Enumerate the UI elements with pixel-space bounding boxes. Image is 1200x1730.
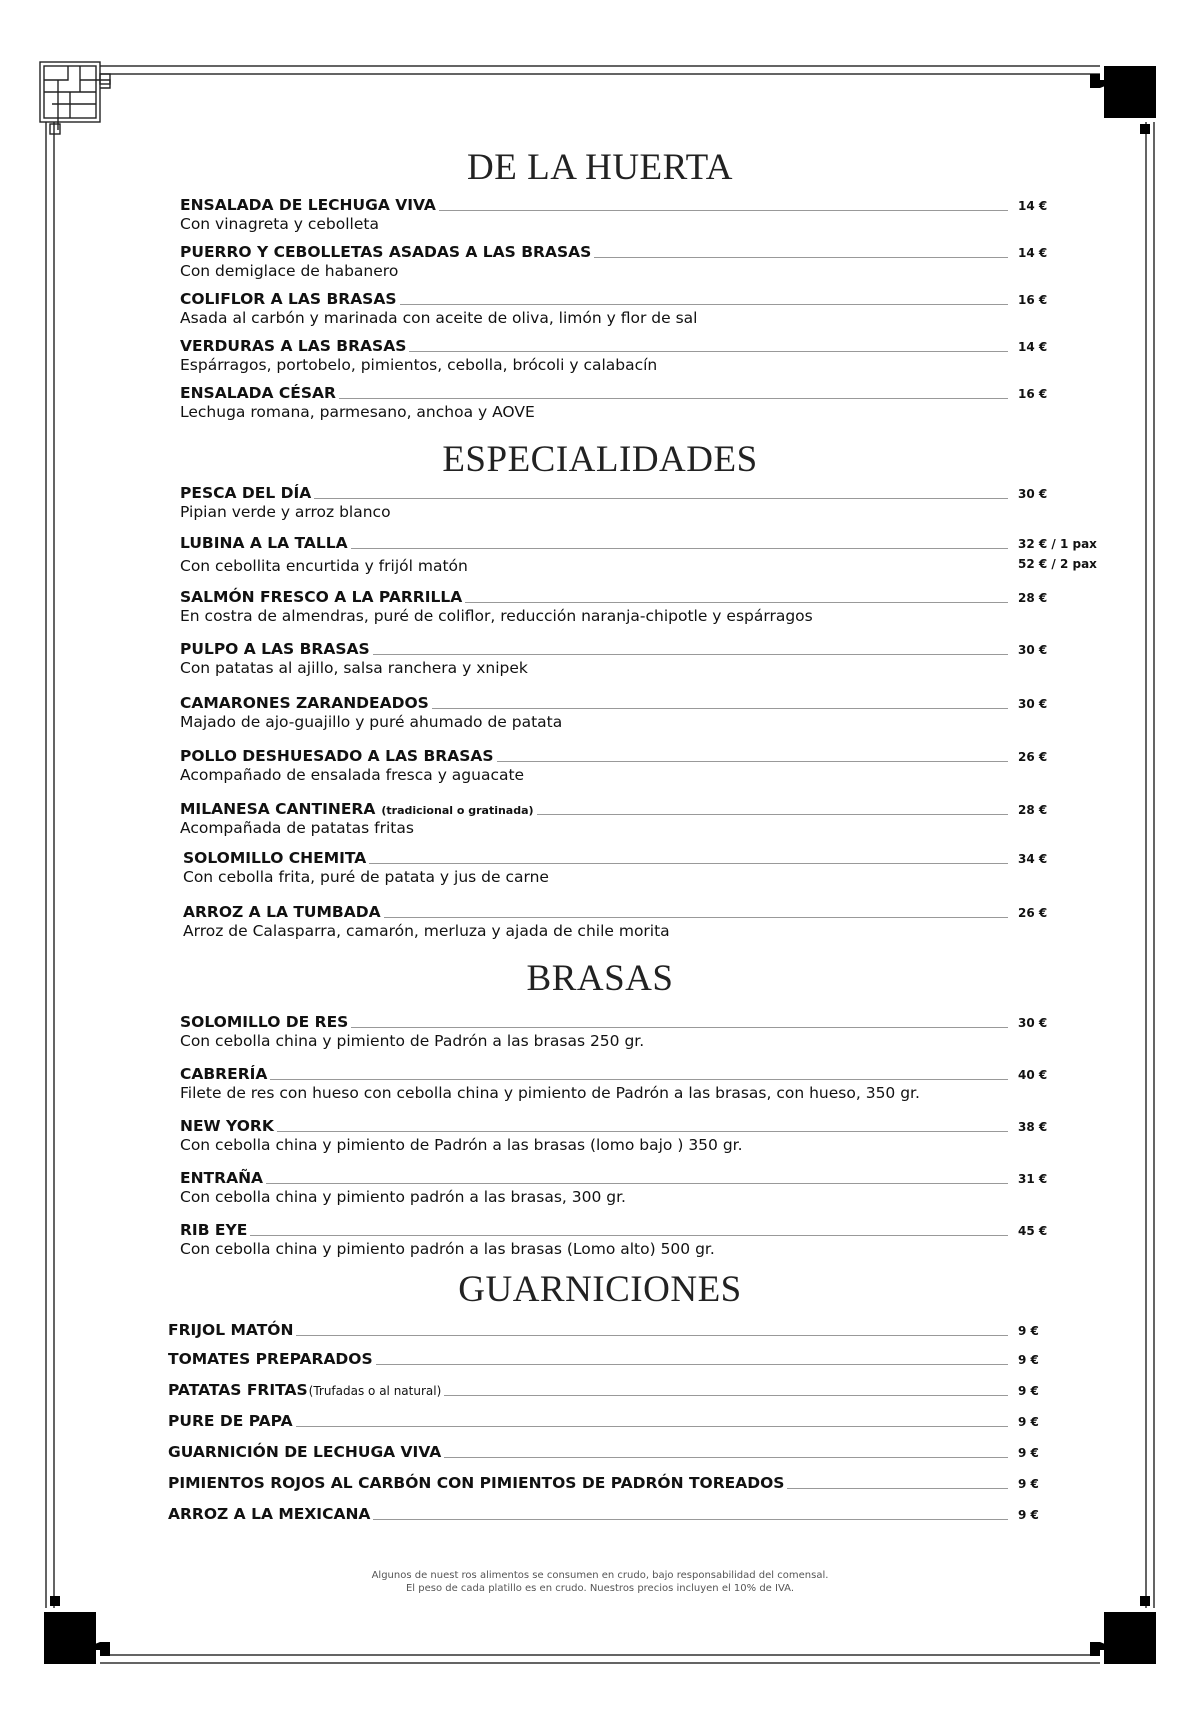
- item-name-text: CABRERÍA: [180, 1065, 268, 1083]
- dotted-leader: [180, 1235, 1008, 1236]
- item-name: [180, 384, 339, 403]
- item-name-text: PULPO A LAS BRASAS: [180, 640, 370, 658]
- item-name-text: ENTRAÑA: [180, 1169, 264, 1187]
- item-price: 26 €: [1018, 906, 1048, 920]
- item-name: [180, 640, 373, 659]
- item-description: Con patatas al ajillo, salsa ranchera y xnipek: [180, 659, 528, 677]
- footer-note-1: Algunos de nuest ros alimentos se consumen en crudo, bajo responsabilidad del comensal.: [371, 1570, 829, 1581]
- item-name: [168, 1321, 296, 1340]
- item-price: 45 €: [1018, 1224, 1048, 1238]
- item-name: [180, 243, 594, 262]
- item-name: [180, 588, 465, 607]
- item-price-secondary: 52 € / 2 pax: [1018, 557, 1097, 571]
- item-name: [180, 1065, 270, 1084]
- dotted-leader: [180, 1183, 1008, 1184]
- item-price: 9 €: [1018, 1324, 1039, 1338]
- item-price: 14 €: [1018, 246, 1048, 260]
- item-name-text: COLIFLOR A LAS BRASAS: [180, 290, 397, 308]
- item-description: Con cebolla china y pimiento de Padrón a las brasas (lomo bajo ) 350 gr.: [180, 1136, 743, 1154]
- item-name: [183, 849, 369, 868]
- item-name-text: LUBINA A LA TALLA: [180, 534, 348, 552]
- item-description: Asada al carbón y marinada con aceite de oliva, limón y flor de sal: [180, 309, 698, 327]
- item-description: Majado de ajo-guajillo y puré ahumado de patata: [180, 713, 563, 731]
- item-price: 16 €: [1018, 387, 1048, 401]
- item-name: [180, 1117, 277, 1136]
- item-note: (Trufadas o al natural): [308, 1384, 442, 1398]
- item-name: [180, 694, 432, 713]
- item-description: Pipian verde y arroz blanco: [180, 503, 391, 521]
- item-description: Con cebolla frita, puré de patata y jus de carne: [183, 868, 549, 886]
- item-name: [168, 1443, 444, 1462]
- item-note: (tradicional o gratinada): [381, 804, 534, 817]
- item-name-text: PIMIENTOS ROJOS AL CARBÓN CON PIMIENTOS DE PADRÓN TOREADOS: [168, 1474, 785, 1492]
- item-description: Acompañado de ensalada fresca y aguacate: [180, 766, 525, 784]
- item-name-text: SOLOMILLO DE RES: [180, 1013, 349, 1031]
- item-name-text: PESCA DEL DÍA: [180, 484, 312, 502]
- item-name-text: POLLO DESHUESADO A LAS BRASAS: [180, 747, 494, 765]
- item-price: 30 €: [1018, 643, 1048, 657]
- item-name: [180, 196, 439, 215]
- section-title-de-la-huerta: DE LA HUERTA: [467, 147, 733, 188]
- item-description: Lechuga romana, parmesano, anchoa y AOVE: [180, 403, 535, 421]
- dotted-leader: [180, 1079, 1008, 1080]
- item-name-text: FRIJOL MATÓN: [168, 1321, 294, 1339]
- item-name-text: TOMATES PREPARADOS: [168, 1350, 373, 1368]
- item-name-text: RIB EYE: [180, 1221, 248, 1239]
- item-name-text: PATATAS FRITAS: [168, 1381, 308, 1399]
- item-description: Espárragos, portobelo, pimientos, cebolla, brócoli y calabacín: [180, 356, 658, 374]
- item-price: 14 €: [1018, 199, 1048, 213]
- item-price: 9 €: [1018, 1508, 1039, 1522]
- item-name-text: PURE DE PAPA: [168, 1412, 293, 1430]
- item-name: [180, 484, 314, 503]
- item-price: 31 €: [1018, 1172, 1048, 1186]
- item-name-text: VERDURAS A LAS BRASAS: [180, 337, 407, 355]
- item-price: 32 € / 1 pax: [1018, 537, 1097, 551]
- item-price: 28 €: [1018, 803, 1048, 817]
- item-price: 9 €: [1018, 1415, 1039, 1429]
- item-description: Con cebolla china y pimiento padrón a las brasas (Lomo alto) 500 gr.: [180, 1240, 715, 1258]
- item-price: 9 €: [1018, 1353, 1039, 1367]
- item-price: 38 €: [1018, 1120, 1048, 1134]
- item-price: 26 €: [1018, 750, 1048, 764]
- item-name: [180, 290, 400, 309]
- item-description: Acompañada de patatas fritas: [180, 819, 414, 837]
- item-name-text: ENSALADA DE LECHUGA VIVA: [180, 196, 436, 214]
- item-name: [183, 903, 384, 922]
- item-name: [168, 1474, 787, 1493]
- item-description: Con demiglace de habanero: [180, 262, 399, 280]
- item-name-text: GUARNICIÓN DE LECHUGA VIVA: [168, 1443, 442, 1461]
- section-title-brasas: BRASAS: [526, 958, 674, 999]
- item-name-text: CAMARONES ZARANDEADOS: [180, 694, 429, 712]
- item-name: [180, 800, 537, 820]
- item-name-text: NEW YORK: [180, 1117, 274, 1135]
- item-name: [180, 747, 497, 766]
- item-price: 9 €: [1018, 1384, 1039, 1398]
- item-description: Filete de res con hueso con cebolla china y pimiento de Padrón a las brasas, con hueso, 350 gr.: [180, 1084, 920, 1102]
- item-price: 40 €: [1018, 1068, 1048, 1082]
- item-description: Arroz de Calasparra, camarón, merluza y ajada de chile morita: [183, 922, 670, 940]
- item-name-text: SALMÓN FRESCO A LA PARRILLA: [180, 588, 463, 606]
- item-name-text: ARROZ A LA MEXICANA: [168, 1505, 371, 1523]
- item-name: [168, 1412, 296, 1431]
- item-name-text: PUERRO Y CEBOLLETAS ASADAS A LAS BRASAS: [180, 243, 592, 261]
- item-price: 16 €: [1018, 293, 1048, 307]
- item-name: [180, 337, 409, 356]
- item-price: 30 €: [1018, 1016, 1048, 1030]
- item-description: Con cebolla china y pimiento de Padrón a las brasas 250 gr.: [180, 1032, 645, 1050]
- item-description: Con cebollita encurtida y frijól matón: [180, 557, 468, 575]
- section-title-especialidades: ESPECIALIDADES: [442, 439, 758, 480]
- item-name-text: MILANESA CANTINERA: [180, 800, 376, 818]
- item-price: 30 €: [1018, 487, 1048, 501]
- item-name: [180, 534, 351, 553]
- item-price: 30 €: [1018, 697, 1048, 711]
- item-name-text: ENSALADA CÉSAR: [180, 384, 336, 402]
- item-name: [168, 1350, 376, 1369]
- item-name: [180, 1221, 250, 1240]
- item-name: [180, 1013, 351, 1032]
- item-price: 34 €: [1018, 852, 1048, 866]
- dotted-leader: [180, 1131, 1008, 1132]
- item-name: [168, 1505, 373, 1524]
- item-price: 9 €: [1018, 1446, 1039, 1460]
- section-title-guarniciones: GUARNICIONES: [458, 1269, 742, 1310]
- footer-note-2: El peso de cada platillo es en crudo. Nuestros precios incluyen el 10% de IVA.: [405, 1583, 795, 1594]
- item-price: 9 €: [1018, 1477, 1039, 1491]
- item-name: [180, 1169, 266, 1188]
- item-price: 14 €: [1018, 340, 1048, 354]
- item-description: Con vinagreta y cebolleta: [180, 215, 379, 233]
- item-description: Con cebolla china y pimiento padrón a las brasas, 300 gr.: [180, 1188, 626, 1206]
- item-name: [168, 1381, 444, 1401]
- item-description: En costra de almendras, puré de coliflor, reducción naranja-chipotle y espárragos: [180, 607, 813, 625]
- item-name-text: SOLOMILLO CHEMITA: [183, 849, 367, 867]
- item-price: 28 €: [1018, 591, 1048, 605]
- item-name-text: ARROZ A LA TUMBADA: [183, 903, 381, 921]
